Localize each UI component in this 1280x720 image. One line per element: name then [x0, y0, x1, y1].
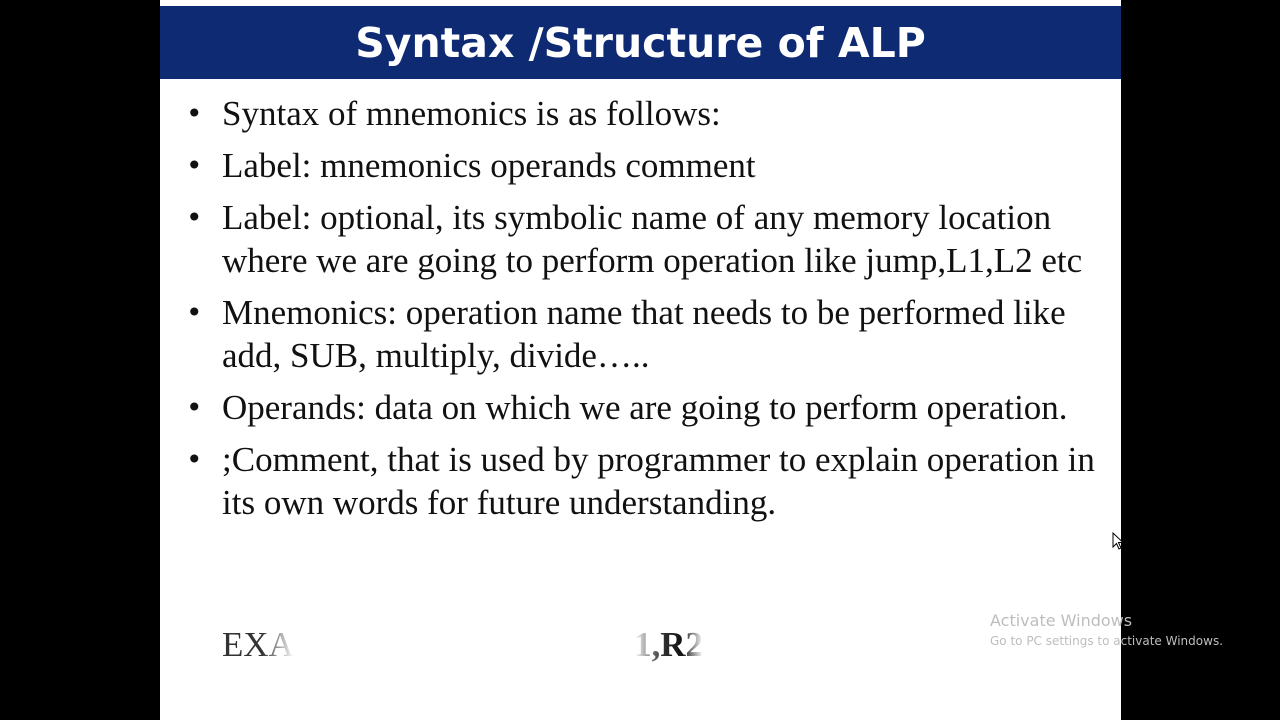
bullet-text: Operands: data on which we are going to perform operation.: [222, 388, 1068, 427]
bullet-text: Label: mnemonics operands comment: [222, 146, 756, 185]
bullet-item: [160, 144, 1121, 187]
bullet-text: Label: optional, its symbolic name of any memory location where we are going to perform operation like jump,L1,L2 etc: [222, 198, 1083, 280]
slide-title: Syntax /Structure of ALP: [355, 18, 926, 67]
example-text-left: EXA: [222, 622, 294, 667]
slide: [160, 0, 1121, 720]
bullet-item: [160, 196, 1121, 282]
bullet-icon: •: [186, 391, 203, 424]
bullet-icon: •: [186, 97, 203, 130]
bullet-item: [160, 92, 1121, 135]
bullet-text: Syntax of mnemonics is as follows:: [222, 94, 721, 133]
bullet-item: [160, 438, 1121, 524]
bullet-icon: •: [186, 149, 203, 182]
bullet-text: ;Comment, that is used by programmer to explain operation in its own words for future understanding.: [222, 440, 1095, 522]
activation-watermark: [990, 610, 1223, 650]
title-bar: [160, 6, 1121, 79]
example-line: [222, 622, 1102, 667]
watermark-subtitle: Go to PC settings to activate Windows.: [990, 634, 1224, 648]
bullet-icon: •: [186, 201, 203, 234]
bullet-list: [160, 92, 1121, 533]
example-text-right: 1,R2: [634, 622, 703, 667]
bullet-item: [160, 386, 1121, 429]
bullet-icon: •: [186, 296, 203, 329]
watermark-title: Activate Windows: [990, 611, 1133, 630]
mouse-pointer-icon: [1112, 532, 1124, 550]
bullet-item: [160, 291, 1121, 377]
bullet-icon: •: [186, 443, 203, 476]
bullet-text: Mnemonics: operation name that needs to be performed like add, SUB, multiply, divide…..: [222, 293, 1066, 375]
